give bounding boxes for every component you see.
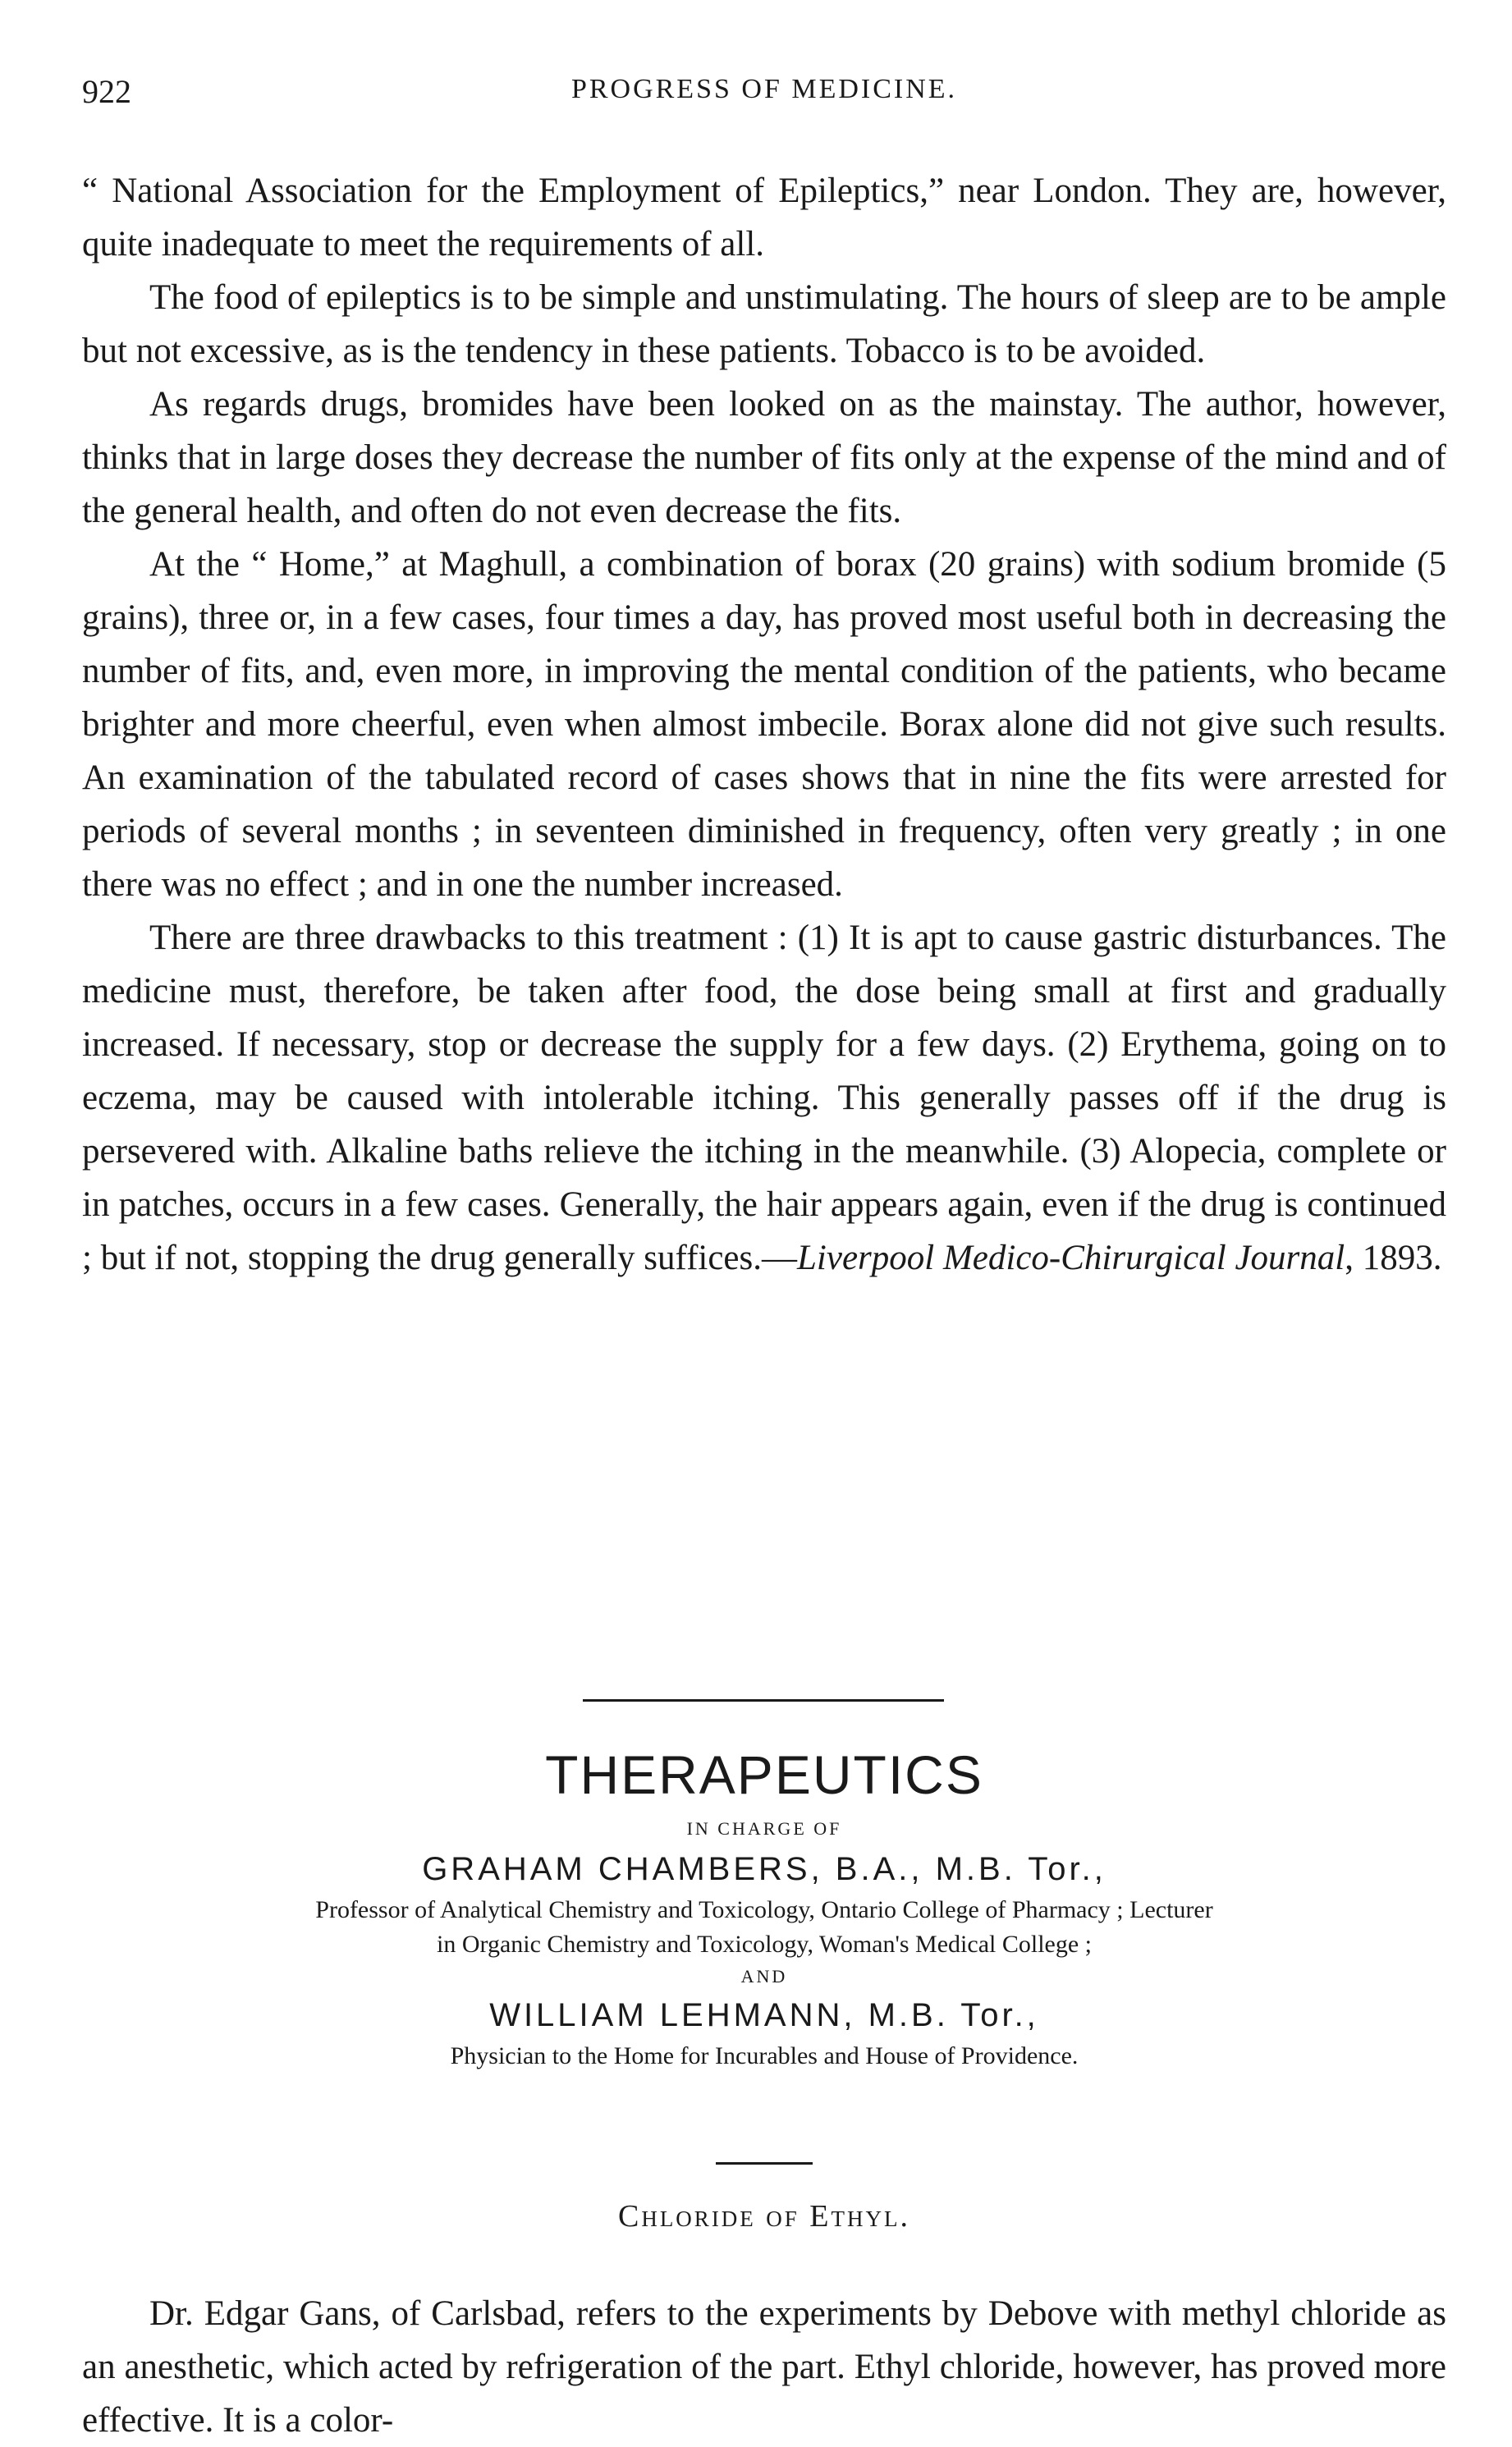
paragraph-4: At the “ Home,” at Maghull, a combination of borax (20 grains) with sodium bromide (5 grains), three or, in a few cases, four times a day, has proved most useful both in decreasing the number of fits, and, even more, in improving the mental condition of the patients, who became brighter and more cheerful, even when almost imbecile. Borax alone did not give such results. An examination of the tabulated record of cases shows that in nine the fits were arrested for periods of several months ; in seventeen diminished in frequency, often very greatly ; in one there was no effect ; and in one the number increased.: [82, 545, 1446, 904]
in-charge-label: IN CHARGE OF: [686, 1818, 842, 1839]
main-text: [82, 164, 1446, 1285]
citation-year: , 1893.: [1345, 1239, 1442, 1277]
editor-1-affiliation-line-1: Professor of Analytical Chemistry and Toxicology, Ontario College of Pharmacy ; Lecturer: [315, 1896, 1213, 1923]
subsection-text: [82, 2287, 1446, 2447]
paragraph-2: The food of epileptics is to be simple and unstimulating. The hours of sleep are to be ample but not excessive, as is the tendency in these patients. Tobacco is to be avoided.: [82, 278, 1446, 370]
book-page: [82, 0, 1446, 2440]
paragraph-3: As regards drugs, bromides have been looked on as the mainstay. The author, however, thinks that in large doses they decrease the number of fits only at the expense of the mind and of the general health, and often do not even decrease the fits.: [82, 385, 1446, 530]
editor-1-name: GRAHAM CHAMBERS, B.A., M.B. Tor.,: [422, 1851, 1107, 1887]
paragraph-1: “ National Association for the Employment of Epileptics,” near London. They are, however, quite inadequate to meet the requirements of all.: [82, 172, 1446, 263]
page-number: 922: [82, 73, 131, 110]
running-title: PROGRESS OF MEDICINE.: [570, 74, 958, 104]
section-divider: [583, 1699, 944, 1702]
running-head: [82, 72, 1446, 115]
editor-1-affiliation-line-2: in Organic Chemistry and Toxicology, Woman's Medical College ;: [437, 1931, 1092, 1958]
section-header: [82, 1740, 1446, 2074]
editor-2-affiliation: Physician to the Home for Incurables and House of Providence.: [450, 2042, 1079, 2069]
paragraph-5: [82, 911, 1446, 1285]
journal-citation: Liverpool Medico-Chirurgical Journal: [797, 1239, 1345, 1277]
section-title: THERAPEUTICS: [545, 1744, 983, 1805]
paragraph-5-text: There are three drawbacks to this treatment : (1) It is apt to cause gastric disturbances. The medicine must, therefore, be taken after food, the dose being small at first and gradually increased. If necessary, stop or decrease the supply for a few days. (2) Erythema, going on to eczema, may be caused with intolerable itching. This generally passes off if the drug is persevered with. Alkaline baths relieve the itching in the meanwhile. (3) Alopecia, complete or in patches, occurs in a few cases. Generally, the hair appears again, even if the drug is continued ; but if not, stopping the drug generally suffices.—: [82, 919, 1446, 1277]
and-label: AND: [740, 1966, 788, 1986]
subsection-title: Chloride of Ethyl.: [617, 2199, 911, 2234]
editor-2-name: WILLIAM LEHMANN, M.B. Tor.,: [489, 1997, 1039, 2033]
subsection-paragraph: Dr. Edgar Gans, of Carlsbad, refers to the experiments by Debove with methyl chloride as an anesthetic, which acted by refrigeration of the part. Ethyl chloride, however, has proved more effective. It is a color-: [82, 2294, 1446, 2440]
subsection-divider: [716, 2162, 813, 2165]
